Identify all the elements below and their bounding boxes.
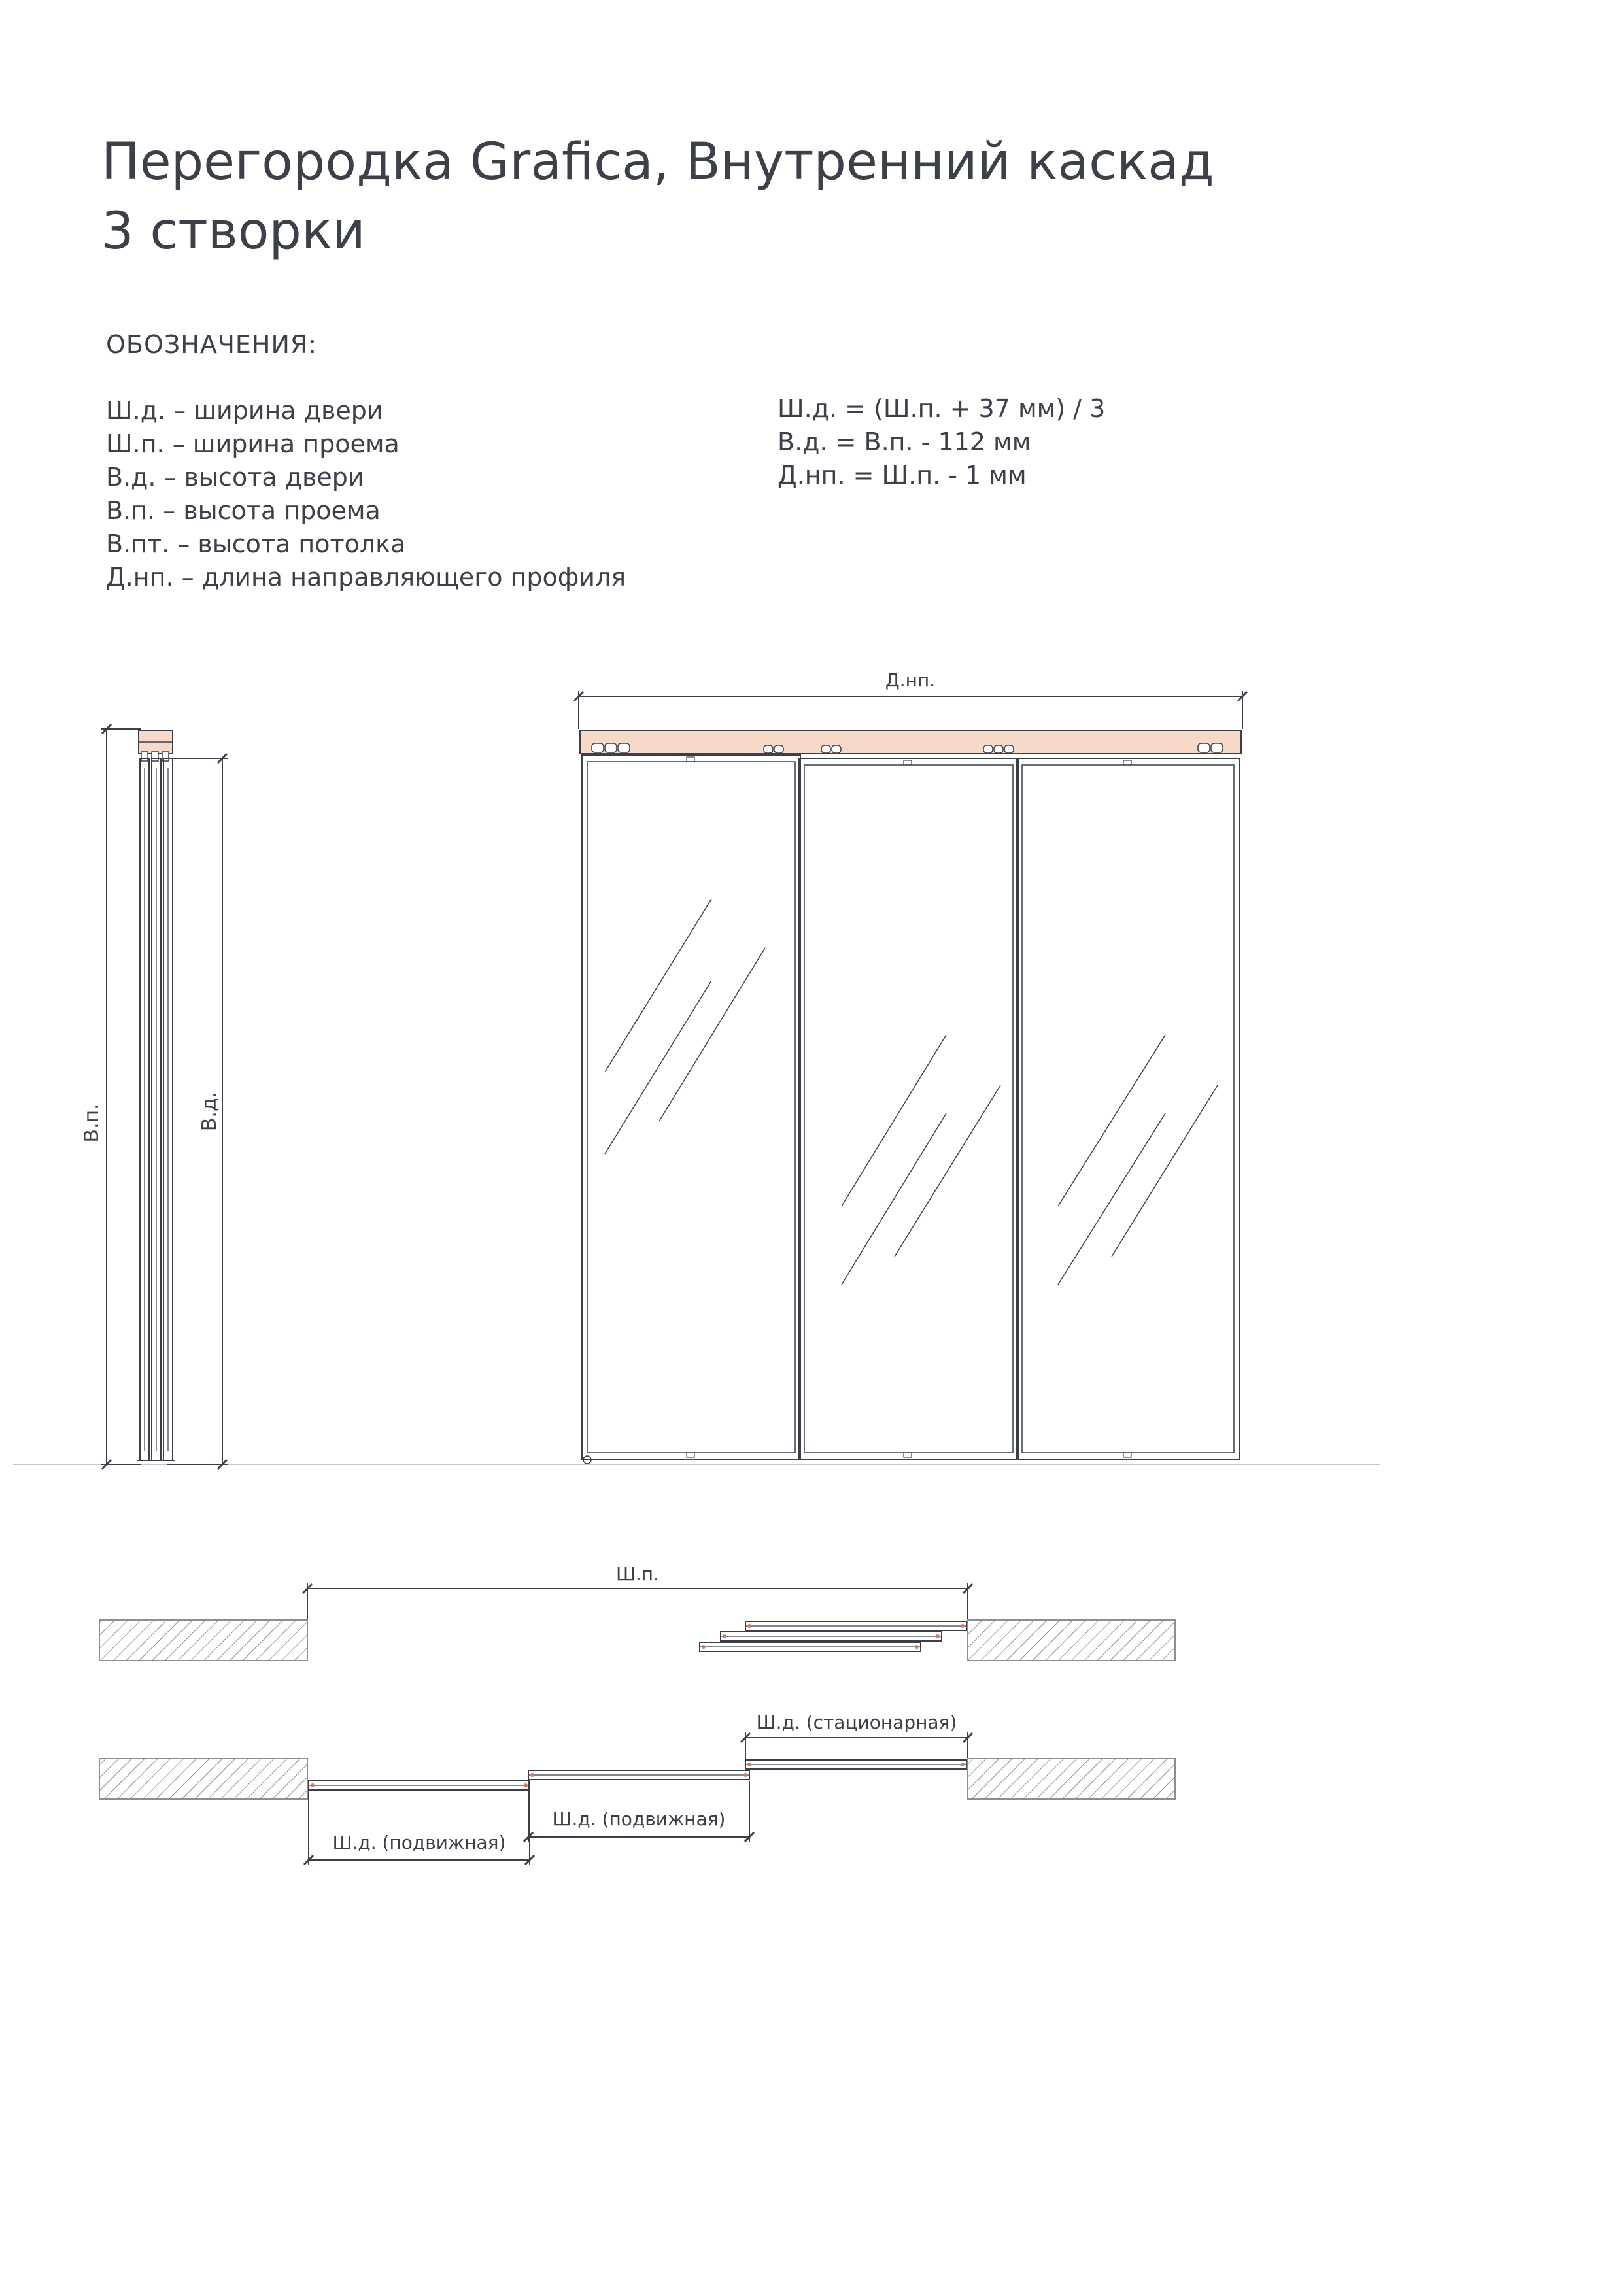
sliding-label-2: Ш.д. (подвижная) bbox=[552, 1808, 726, 1830]
opening-height-label: В.п. bbox=[80, 1104, 103, 1143]
opening-height-dimension bbox=[80, 724, 141, 1469]
door-panel-right bbox=[1017, 758, 1239, 1459]
door-panel-left bbox=[582, 755, 800, 1464]
side-leaves bbox=[137, 758, 175, 1460]
formula-door-width: Ш.д. = (Ш.п. + 37 мм) / 3 bbox=[777, 394, 1106, 423]
open-leaves bbox=[309, 1760, 966, 1790]
legend-item: Ш.п. – ширина проема bbox=[106, 430, 400, 458]
opening-width-dimension bbox=[303, 1563, 972, 1620]
stacked-leaves bbox=[700, 1621, 966, 1651]
front-view bbox=[574, 669, 1247, 1464]
page-title-line-2: 3 створки bbox=[101, 202, 366, 261]
sliding-width-dimension-1 bbox=[304, 1791, 534, 1865]
rail-length-label: Д.нп. bbox=[885, 669, 936, 691]
formula-rail-length: Д.нп. = Ш.п. - 1 мм bbox=[777, 461, 1027, 490]
wall-right-open bbox=[968, 1759, 1175, 1799]
side-view bbox=[80, 724, 228, 1469]
guide-rail bbox=[580, 730, 1241, 754]
legend-item: В.д. – высота двери bbox=[106, 463, 364, 492]
plan-view-open bbox=[99, 1712, 1175, 1865]
page-title-line-1: Перегородка Grafica, Внутренний каскад bbox=[101, 133, 1214, 192]
wall-left bbox=[99, 1620, 307, 1661]
legend-item: В.п. – высота проема bbox=[106, 496, 381, 525]
legend-item: Ш.д. – ширина двери bbox=[106, 396, 383, 425]
wall-left-open bbox=[99, 1759, 307, 1799]
legend-item: В.пт. – высота потолка bbox=[106, 530, 406, 558]
glass-reflections bbox=[605, 899, 1218, 1285]
legend-heading: ОБОЗНАЧЕНИЯ: bbox=[106, 330, 318, 359]
plan-view-closed bbox=[99, 1563, 1175, 1661]
stationary-label: Ш.д. (стационарная) bbox=[756, 1712, 957, 1733]
door-height-label: В.д. bbox=[198, 1091, 221, 1132]
wall-right bbox=[968, 1620, 1175, 1661]
legend-item: Д.нп. – длина направляющего профиля bbox=[106, 563, 626, 592]
formula-door-height: В.д. = В.п. - 112 мм bbox=[777, 428, 1031, 456]
door-height-dimension bbox=[167, 754, 228, 1469]
door-panel-middle bbox=[799, 758, 1018, 1459]
sliding-label-1: Ш.д. (подвижная) bbox=[332, 1832, 506, 1853]
rail-length-dimension bbox=[574, 669, 1247, 729]
opening-width-label: Ш.п. bbox=[615, 1563, 660, 1585]
sliding-width-dimension-2 bbox=[524, 1781, 754, 1842]
